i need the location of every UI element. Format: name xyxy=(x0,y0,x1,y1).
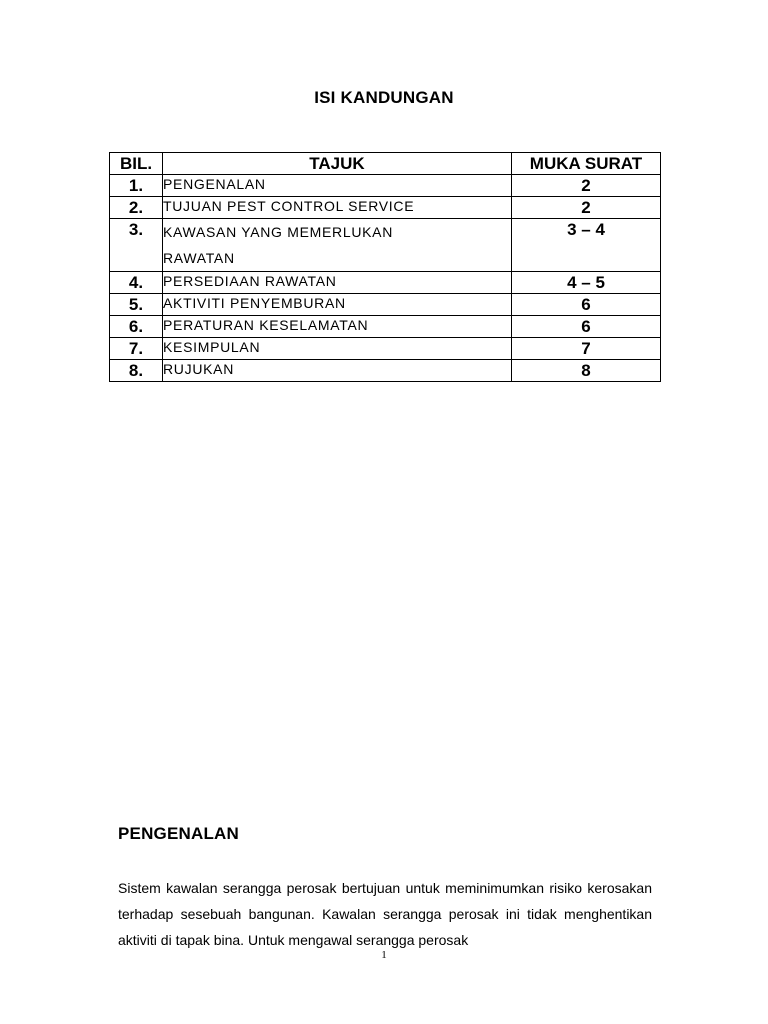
table-of-contents xyxy=(109,152,661,382)
row-page: 6 xyxy=(512,316,661,338)
row-page: 7 xyxy=(512,338,661,360)
header-bil: BIL. xyxy=(110,153,163,175)
row-page: 2 xyxy=(512,175,661,197)
row-page: 2 xyxy=(512,197,661,219)
row-title-line-1: KAWASAN YANG MEMERLUKAN xyxy=(163,224,394,240)
page-title: ISI KANDUNGAN xyxy=(314,88,454,107)
row-page: 8 xyxy=(512,360,661,382)
row-title-line-2: RAWATAN xyxy=(163,250,235,266)
table-row xyxy=(110,175,661,197)
row-title: RUJUKAN xyxy=(163,360,512,382)
header-tajuk: TAJUK xyxy=(163,153,512,175)
table-row xyxy=(110,272,661,294)
row-number: 1. xyxy=(110,175,163,197)
row-title: PENGENALAN xyxy=(163,175,512,197)
table-header-row xyxy=(110,153,661,175)
row-page: 6 xyxy=(512,294,661,316)
row-number: 3. xyxy=(110,219,163,272)
row-page: 3 – 4 xyxy=(512,219,661,272)
body-paragraph: Sistem kawalan serangga perosak bertujuan untuk meminimumkan risiko kerosakan terhadap sesebuah bangunan. Kawalan serangga perosak ini tidak menghentikan aktiviti di tapak bina. Untuk mengawal serangga perosak xyxy=(118,880,652,948)
table-row xyxy=(110,338,661,360)
header-muka-surat: MUKA SURAT xyxy=(512,153,661,175)
section-heading: PENGENALAN xyxy=(118,824,240,843)
row-number: 2. xyxy=(110,197,163,219)
table-row xyxy=(110,294,661,316)
table-row xyxy=(110,197,661,219)
page-number: 1 xyxy=(381,949,387,961)
row-number: 5. xyxy=(110,294,163,316)
row-number: 8. xyxy=(110,360,163,382)
row-number: 7. xyxy=(110,338,163,360)
row-number: 4. xyxy=(110,272,163,294)
table-row xyxy=(110,360,661,382)
row-title: KESIMPULAN xyxy=(163,338,512,360)
table-row xyxy=(110,316,661,338)
row-title: TUJUAN PEST CONTROL SERVICE xyxy=(163,197,512,219)
row-title: PERATURAN KESELAMATAN xyxy=(163,316,512,338)
row-title: PERSEDIAAN RAWATAN xyxy=(163,272,512,294)
row-title: AKTIVITI PENYEMBURAN xyxy=(163,294,512,316)
row-number: 6. xyxy=(110,316,163,338)
row-title xyxy=(163,219,512,272)
table-row xyxy=(110,219,661,272)
row-page: 4 – 5 xyxy=(512,272,661,294)
